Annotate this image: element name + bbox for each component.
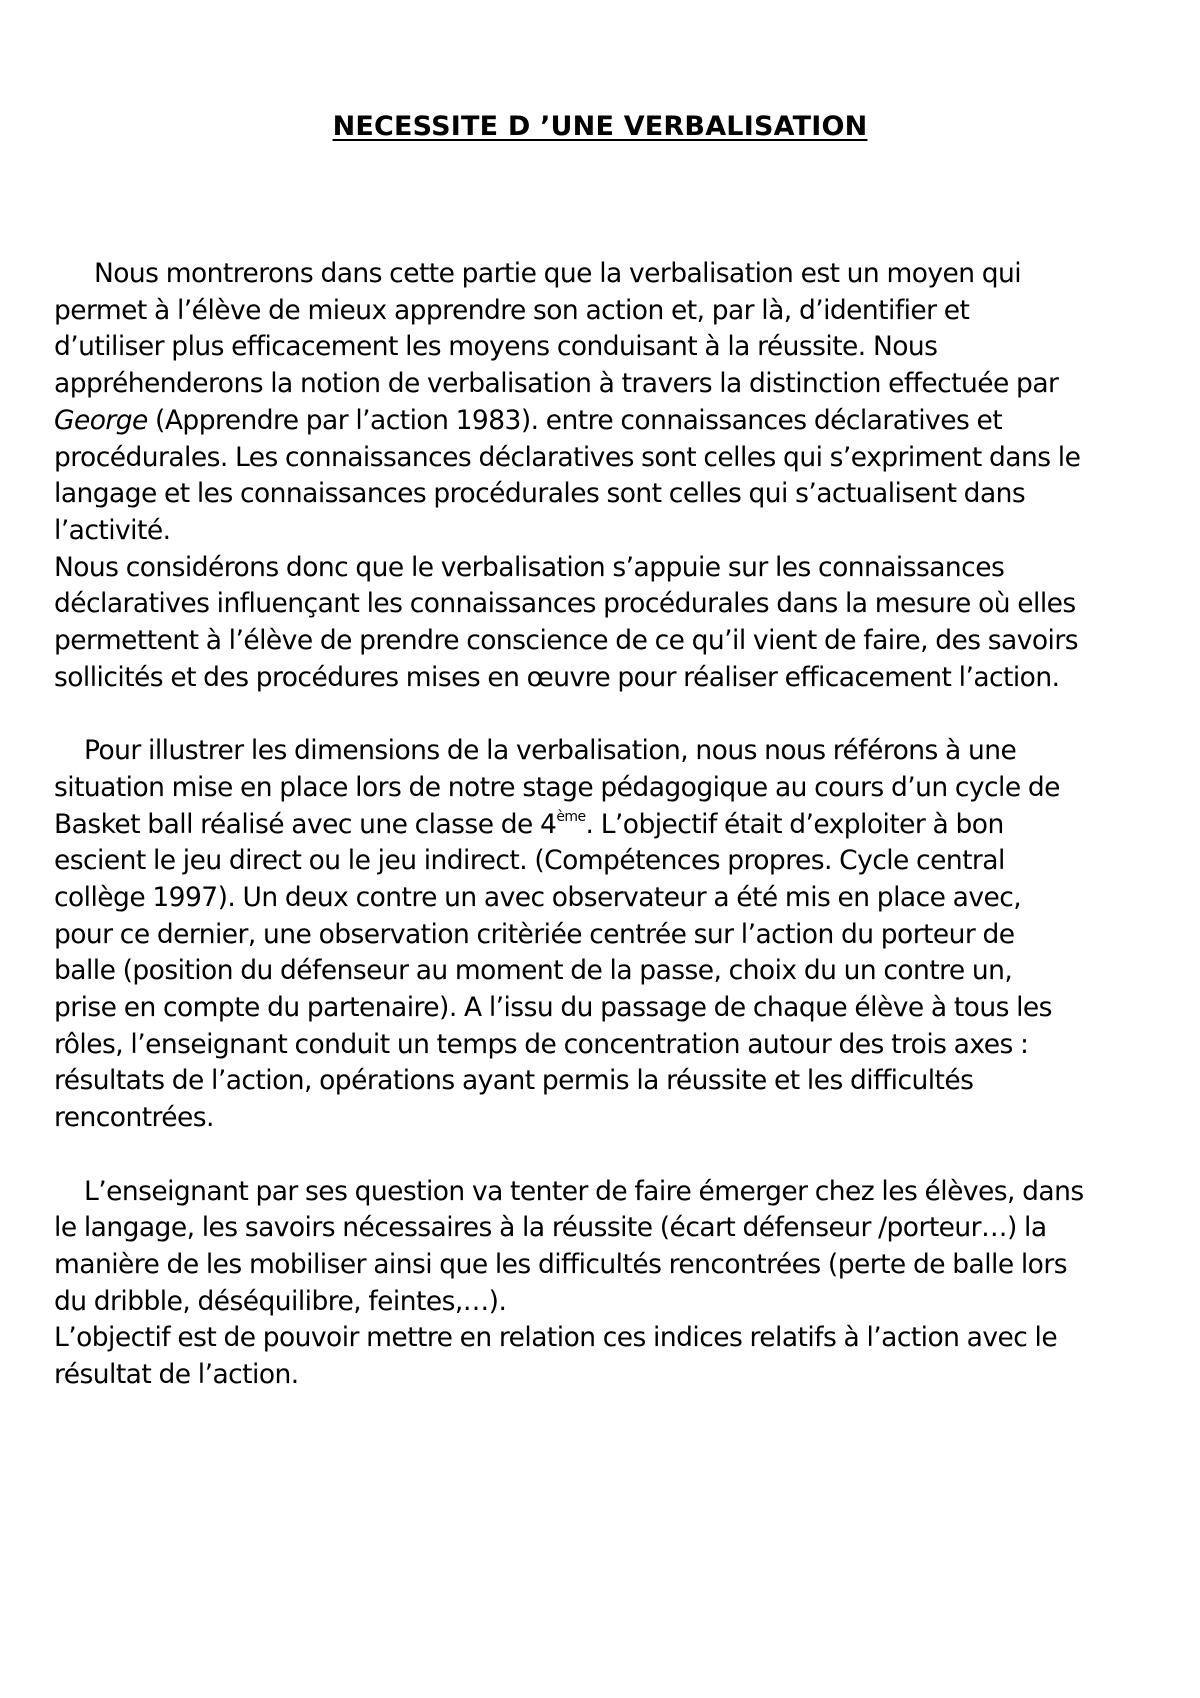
paragraph-2-line-4: sollicités et des procédures mises en œuvre pour réaliser efficacement l’action. <box>54 661 1060 693</box>
paragraph-4-line-3: manière de les mobiliser ainsi que les difficultés rencontrées (perte de balle lors <box>54 1248 1067 1280</box>
body-text <box>54 256 1164 1394</box>
paragraph-2-line-1: Nous considérons donc que le verbalisation s’appuie sur les connaissances <box>54 551 1005 583</box>
paragraph-1-line-5 <box>54 403 1164 440</box>
paragraph-3-line-7: balle (position du défenseur au moment de la passe, choix du un contre un, <box>54 955 1013 987</box>
paragraph-3-line-6: pour ce dernier, une observation critèriée centrée sur l’action du porteur de <box>54 918 1015 950</box>
page-title: NECESSITE D ’UNE VERBALISATION <box>332 111 868 142</box>
paragraph-4-line-2: le langage, les savoirs nécessaires à la réussite (écart défenseur /porteur…) la <box>54 1212 1047 1244</box>
paragraph-1 <box>54 256 1164 550</box>
paragraph-3 <box>54 733 1164 1137</box>
paragraph-5-line-2: résultat de l’action. <box>54 1359 299 1391</box>
paragraph-3-line-5: collège 1997). Un deux contre un avec observateur a été mis en place avec, <box>54 881 1022 913</box>
paragraph-3-line-3-end: . L’objectif était d’exploiter à bon <box>585 808 1004 840</box>
paragraph-2 <box>54 550 1164 697</box>
paragraph-4-line-4: du dribble, déséquilibre, feintes,…). <box>54 1285 507 1317</box>
paragraph-3-line-3-start: Basket ball réalisé avec une classe de 4 <box>54 808 557 840</box>
paragraph-1-line-4: appréhenderons la notion de verbalisation à travers la distinction effectuée par <box>54 368 1059 400</box>
author-name: George <box>54 404 148 436</box>
paragraph-5 <box>54 1320 1164 1393</box>
paragraph-2-line-2: déclaratives influençant les connaissances procédurales dans la mesure où elles <box>54 588 1076 620</box>
paragraph-spacer <box>54 696 1164 733</box>
paragraph-1-line-2: permet à l’élève de mieux apprendre son action et, par là, d’identifier et <box>54 294 970 326</box>
paragraph-3-line-3 <box>54 807 1164 844</box>
paragraph-1-line-7: langage et les connaissances procédurales sont celles qui s’actualisent dans <box>54 478 1026 510</box>
paragraph-1-line-6: procédurales. Les connaissances déclaratives sont celles qui s’expriment dans le <box>54 441 1081 473</box>
paragraph-3-line-2: situation mise en place lors de notre stage pédagogique au cours d’un cycle de <box>54 771 1060 803</box>
paragraph-4-line-1: L’enseignant par ses question va tenter de faire émerger chez les élèves, dans <box>84 1175 1084 1207</box>
paragraph-spacer <box>54 1137 1164 1174</box>
paragraph-1-line-8: l’activité. <box>54 514 171 546</box>
paragraph-5-line-1: L’objectif est de pouvoir mettre en relation ces indices relatifs à l’action avec le <box>54 1322 1058 1354</box>
paragraph-3-line-1: Pour illustrer les dimensions de la verbalisation, nous nous référons à une <box>84 735 1017 767</box>
paragraph-1-line-1: Nous montrerons dans cette partie que la verbalisation est un moyen qui <box>94 258 1022 289</box>
ordinal-superscript: ème <box>556 808 586 825</box>
paragraph-1-line-3: d’utiliser plus efficacement les moyens conduisant à la réussite. Nous <box>54 331 938 363</box>
paragraph-3-line-11: rencontrées. <box>54 1102 214 1134</box>
paragraph-3-line-4: escient le jeu direct ou le jeu indirect. (Compétences propres. Cycle central <box>54 845 1005 877</box>
paragraph-3-line-9: rôles, l’enseignant conduit un temps de concentration autour des trois axes : <box>54 1028 1029 1060</box>
paragraph-4 <box>54 1174 1164 1321</box>
paragraph-3-line-10: résultats de l’action, opérations ayant permis la réussite et les difficultés <box>54 1065 974 1097</box>
paragraph-2-line-3: permettent à l’élève de prendre conscience de ce qu’il vient de faire, des savoirs <box>54 625 1078 657</box>
paragraph-3-line-8: prise en compte du partenaire). A l’issu du passage de chaque élève à tous les <box>54 992 1052 1024</box>
paragraph-1-line-5-text: (Apprendre par l’action 1983). entre connaissances déclaratives et <box>147 404 1003 436</box>
